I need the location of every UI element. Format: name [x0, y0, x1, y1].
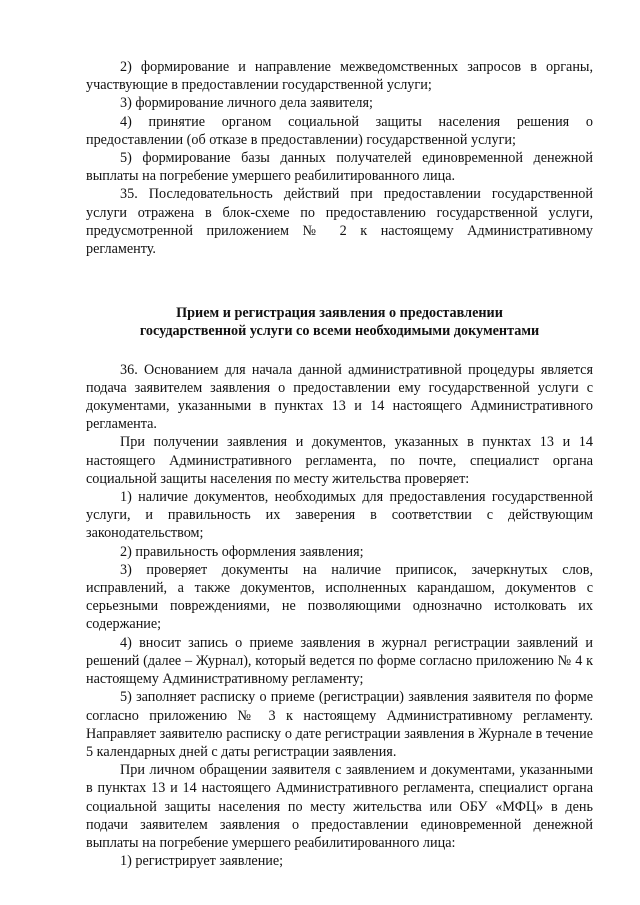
clause-35-paragraph: 35. Последовательность действий при предоставлении государственной услуги отражена в блок-схеме по предоставлению государственной услуги, предусмотренной приложением № 2 к настоящему Административному регламенту. [86, 186, 593, 258]
check-item-1: 1) наличие документов, необходимых для предоставления государственной услуги, и правильность их заверения в соответствии с действующим законодательством; [86, 489, 593, 542]
section-heading-line-2: государственной услуги со всеми необходимыми документами [139, 323, 540, 340]
check-item-5: 5) заполняет расписку о приеме (регистрации) заявления заявителя по форме согласно приложению № 3 к настоящему Административному регламенту. Направляет заявителю расписку о дате регистрации заявления в Журнале в течение 5 календарных дней с даты регистрации заявления. [86, 689, 593, 760]
check-item-3: 3) проверяет документы на наличие приписок, зачеркнутых слов, исправлений, а также документов, исполненных карандашом, документов с серьезными повреждениями, не позволяющими однозначно истолковать их содержание; [86, 561, 593, 633]
item-5-paragraph: 5) формирование базы данных получателей единовременной денежной выплаты на погребение умершего реабилитированного лица. [86, 150, 593, 185]
section-heading-line-1: Прием и регистрация заявления о предоставлении [176, 305, 503, 322]
personal-visit-paragraph: При личном обращении заявителя с заявлением и документами, указанными в пунктах 13 и 14 настоящего Административного регламента, специалист органа социальной защиты населения по месту жительства или ОБУ «МФЦ» в день подачи заявителем заявления о предоставлении единовременной денежной выплаты на погребение умершего реабилитированного лица: [86, 762, 593, 851]
check-item-2: 2) правильность оформления заявления; [120, 543, 364, 560]
item-4-paragraph: 4) принятие органом социальной защиты населения решения о предоставлении (об отказе в предоставлении) государственной услуги; [86, 113, 593, 148]
check-item-4: 4) вносит запись о приеме заявления в журнал регистрации заявлений и решений (далее – Журнал), который ведется по форме согласно приложению № 4 к настоящему Административному регламенту; [86, 634, 593, 688]
register-item-1: 1) регистрирует заявление; [120, 853, 284, 870]
section-heading [86, 304, 593, 340]
item-2-paragraph: 2) формирование и направление межведомственных запросов в органы, участвующие в предоставлении государственной услуги; [86, 59, 593, 94]
mail-receipt-paragraph: При получении заявления и документов, указанных в пунктах 13 и 14 настоящего Административного регламента, по почте, специалист органа социальной защиты населения по месту жительства проверяет: [86, 434, 593, 487]
clause-36-paragraph: 36. Основанием для начала данной административной процедуры является подача заявителем заявления о предоставлении ему государственной услуги с документами, указанными в пунктах 13 и 14 настоящего Административного регламента. [86, 361, 593, 433]
item-3-paragraph: 3) формирование личного дела заявителя; [120, 95, 373, 112]
section-spacer [86, 258, 593, 304]
